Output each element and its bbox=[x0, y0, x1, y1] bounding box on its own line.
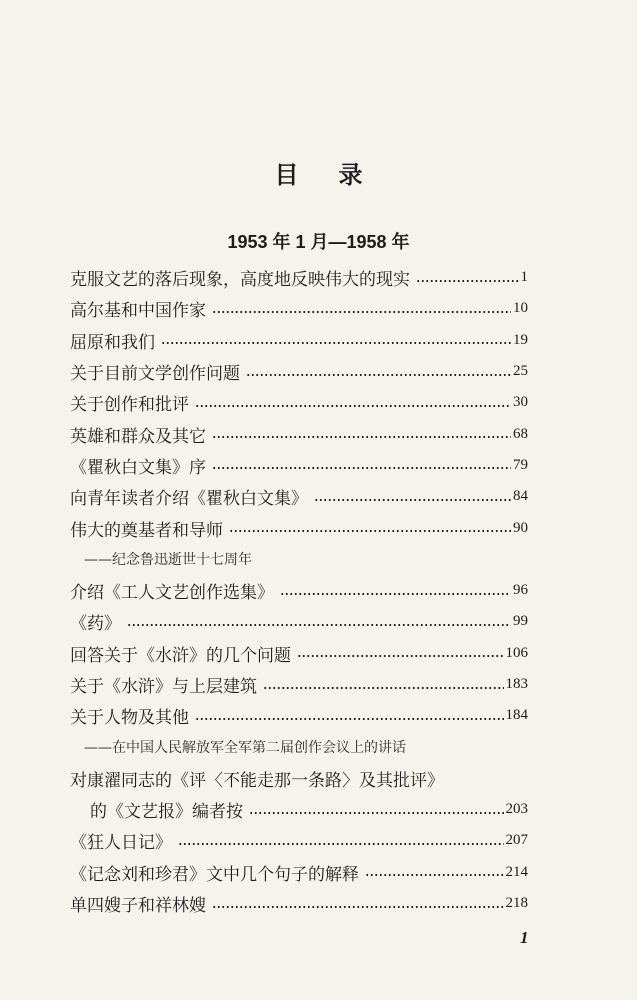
toc-entry[interactable] bbox=[70, 575, 528, 606]
entry-title: 介绍《工人文艺创作选集》 bbox=[70, 583, 274, 604]
entry-title: 伟大的奠基者和导师 bbox=[70, 520, 223, 541]
subtitle-text: ——在中国人民解放军全军第二届创作会议上的讲话 bbox=[84, 740, 406, 757]
page-number: 1 bbox=[520, 928, 529, 947]
dot-leader bbox=[280, 593, 511, 595]
entry-title: 克服文艺的落后现象，高度地反映伟大的现实 bbox=[70, 270, 410, 291]
toc-entry[interactable] bbox=[70, 325, 528, 356]
entry-page: 99 bbox=[513, 613, 528, 630]
entry-title: 英雄和群众及其它 bbox=[70, 426, 206, 447]
entry-subtitle bbox=[70, 731, 528, 762]
dot-leader bbox=[212, 436, 511, 438]
entry-title: 屈原和我们 bbox=[70, 332, 155, 353]
entry-title: 《记念刘和珍君》文中几个句子的解释 bbox=[70, 864, 359, 885]
dot-leader bbox=[195, 405, 511, 407]
entry-title: 关于《水浒》与上层建筑 bbox=[70, 677, 257, 697]
entry-page: 68 bbox=[513, 425, 528, 442]
entry-page: 25 bbox=[513, 363, 528, 380]
entry-page: 19 bbox=[513, 331, 528, 348]
entry-title: 单四嫂子和祥林嫂 bbox=[70, 896, 206, 917]
toc-entry[interactable] bbox=[70, 763, 528, 794]
entry-page: 183 bbox=[505, 676, 528, 692]
dot-leader bbox=[229, 530, 511, 532]
dot-leader bbox=[297, 655, 504, 657]
entry-title: 关于目前文学创作问题 bbox=[70, 364, 240, 385]
entry-title: 对康濯同志的《评〈不能走那一条路〉及其批评》 bbox=[70, 770, 444, 791]
toc-entry[interactable] bbox=[70, 700, 528, 731]
entry-page: 30 bbox=[513, 394, 528, 411]
dot-leader bbox=[127, 624, 511, 626]
entry-page: 10 bbox=[513, 300, 528, 317]
table-of-contents bbox=[70, 262, 528, 919]
toc-entry[interactable] bbox=[70, 387, 528, 418]
dot-leader bbox=[246, 374, 511, 376]
entry-page: 214 bbox=[505, 863, 528, 880]
toc-entry[interactable] bbox=[70, 262, 528, 293]
entry-page: 96 bbox=[513, 582, 528, 599]
entry-page: 79 bbox=[513, 456, 528, 473]
dot-leader bbox=[249, 812, 504, 814]
toc-entry[interactable] bbox=[70, 669, 528, 700]
entry-page: 84 bbox=[513, 488, 528, 505]
entry-page: 184 bbox=[505, 707, 528, 724]
dot-leader bbox=[365, 874, 504, 876]
dot-leader bbox=[195, 718, 504, 720]
entry-title: 关于人物及其他 bbox=[70, 708, 189, 729]
entry-title: 《狂人日记》 bbox=[70, 833, 172, 854]
toc-entry[interactable] bbox=[70, 450, 528, 481]
dot-leader bbox=[314, 499, 511, 501]
entry-title: 回答关于《水浒》的几个问题 bbox=[70, 645, 291, 666]
toc-entry[interactable] bbox=[70, 857, 528, 888]
entry-page: 203 bbox=[505, 801, 528, 818]
toc-entry[interactable] bbox=[70, 825, 528, 856]
toc-entry[interactable] bbox=[70, 512, 528, 543]
period-heading: 1953 年 1 月—1958 年 bbox=[227, 232, 410, 252]
dot-leader bbox=[178, 843, 504, 845]
toc-entry[interactable] bbox=[70, 888, 528, 919]
entry-page: 218 bbox=[505, 895, 528, 912]
toc-entry[interactable] bbox=[70, 794, 528, 825]
toc-entry[interactable] bbox=[70, 638, 528, 669]
dot-leader bbox=[212, 906, 504, 908]
toc-entry[interactable] bbox=[70, 418, 528, 449]
entry-page: 106 bbox=[505, 644, 528, 661]
dot-leader bbox=[212, 467, 511, 469]
toc-entry[interactable] bbox=[70, 606, 528, 637]
entry-title: 的《文艺报》编者按 bbox=[90, 802, 243, 823]
dot-leader bbox=[263, 687, 504, 689]
dot-leader bbox=[416, 280, 519, 282]
entry-subtitle bbox=[70, 544, 528, 575]
entry-page: 90 bbox=[513, 519, 528, 536]
entry-title: 《药》 bbox=[70, 614, 121, 635]
toc-entry[interactable] bbox=[70, 481, 528, 512]
entry-page: 207 bbox=[505, 832, 528, 849]
dot-leader bbox=[212, 311, 511, 313]
toc-entry[interactable] bbox=[70, 293, 528, 324]
entry-title: 《瞿秋白文集》序 bbox=[70, 457, 206, 478]
entry-title: 高尔基和中国作家 bbox=[70, 301, 206, 322]
entry-title: 关于创作和批评 bbox=[70, 395, 189, 416]
toc-entry[interactable] bbox=[70, 356, 528, 387]
dot-leader bbox=[161, 342, 511, 344]
entry-title: 向青年读者介绍《瞿秋白文集》 bbox=[70, 489, 308, 510]
entry-page: 1 bbox=[520, 269, 528, 286]
subtitle-text: ——纪念鲁迅逝世十七周年 bbox=[84, 552, 252, 569]
page-title: 目录 bbox=[274, 161, 403, 189]
